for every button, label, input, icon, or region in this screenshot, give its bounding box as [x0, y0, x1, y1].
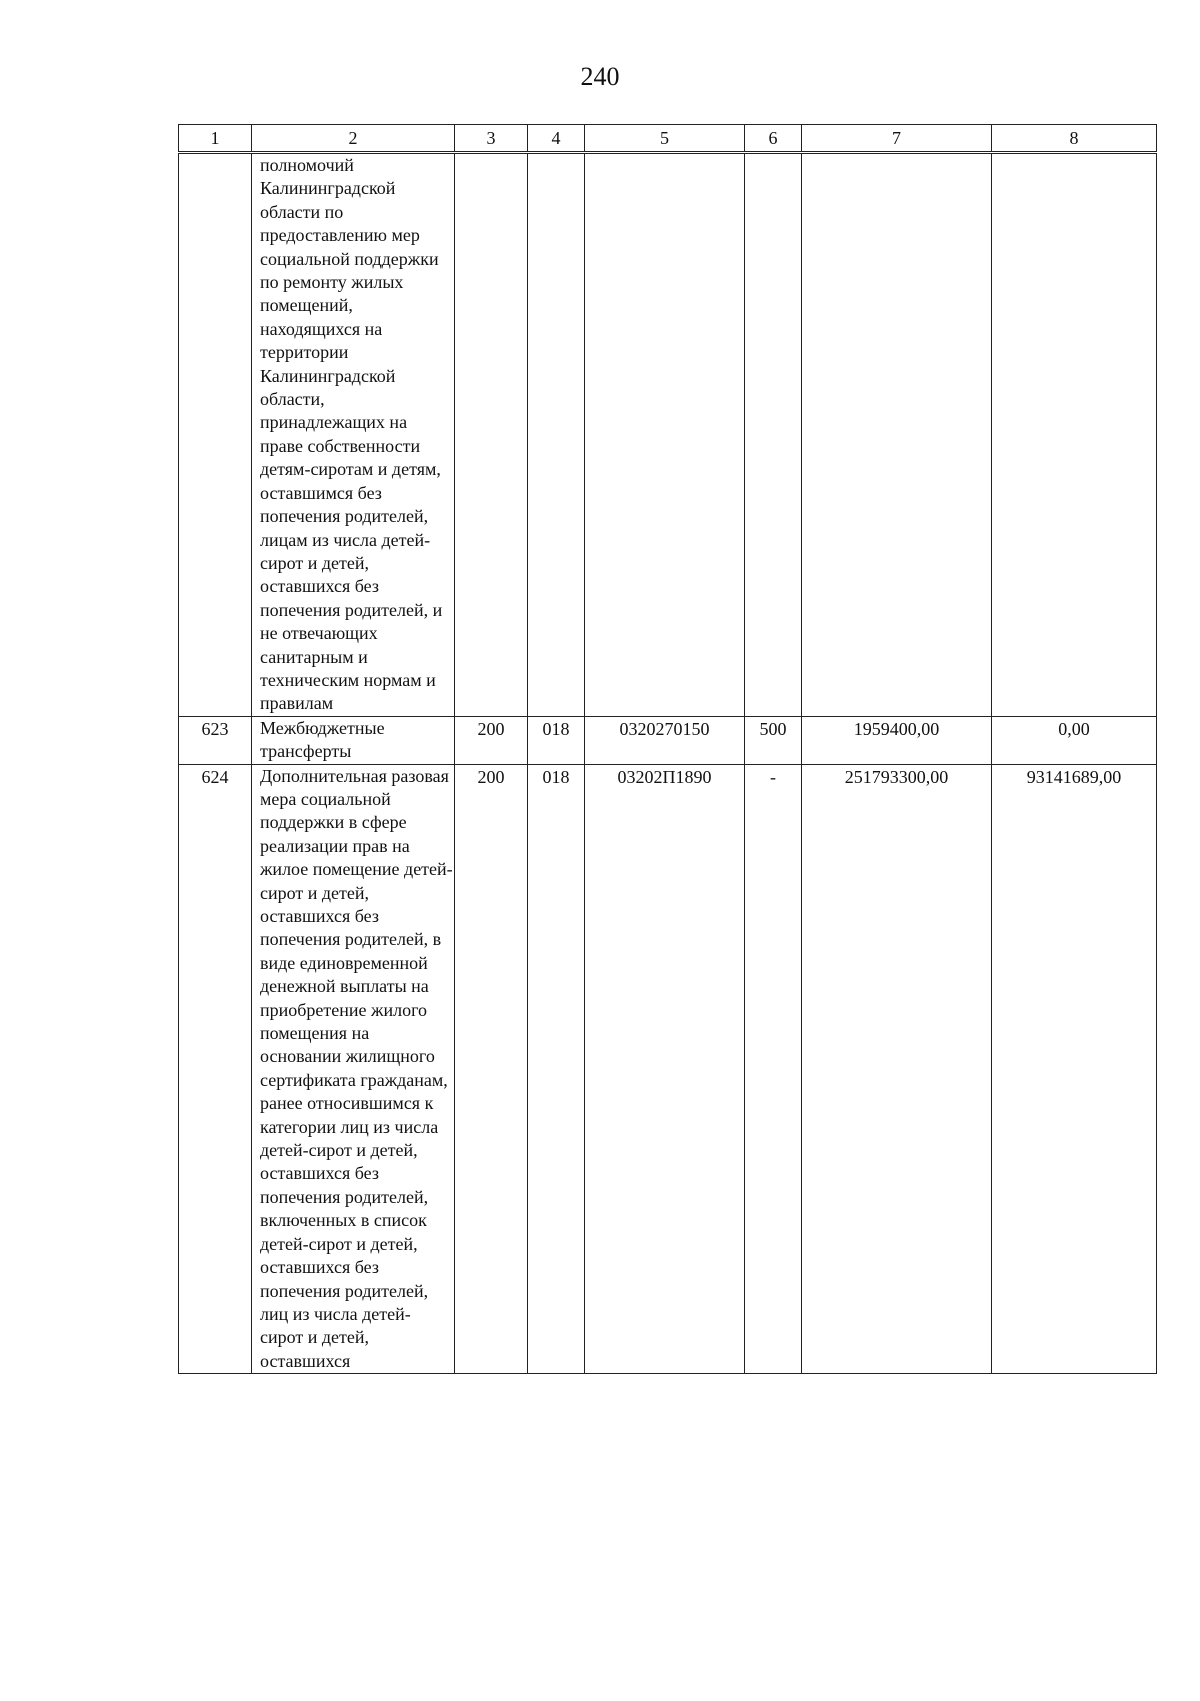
column-header: 3: [455, 125, 528, 153]
section-cell: 018: [528, 764, 585, 1374]
expense-type-cell: [745, 153, 802, 717]
table-header-row: [179, 125, 1157, 153]
column-header: 7: [802, 125, 992, 153]
amount-cell: 1959400,00: [802, 716, 992, 764]
column-header: 4: [528, 125, 585, 153]
row-number-cell: [179, 153, 252, 717]
column-header: 6: [745, 125, 802, 153]
table-row: [179, 764, 1157, 1374]
table-row: [179, 153, 1157, 717]
executed-amount-cell: 0,00: [992, 716, 1157, 764]
code-cell: 200: [455, 716, 528, 764]
row-number-cell: 623: [179, 716, 252, 764]
description-cell: полномочий Калининградской области по предоставлению мер социальной поддержки по ремонту жилых помещений, находящихся на территории Калининградской области, принадлежащих на праве собственности детям-сиротам и детям, оставшимся без попечения родителей, лицам из числа детей-сирот и детей, оставшихся без попечения родителей, и не отвечающих санитарным и техническим нормам и правилам: [252, 153, 455, 717]
executed-amount-cell: [992, 153, 1157, 717]
description-cell: Межбюджетные трансферты: [252, 716, 455, 764]
table-row: [179, 716, 1157, 764]
expense-type-cell: -: [745, 764, 802, 1374]
page-number: 240: [580, 62, 620, 91]
column-header: 1: [179, 125, 252, 153]
code-cell: [455, 153, 528, 717]
section-cell: [528, 153, 585, 717]
target-article-cell: 0320270150: [585, 716, 745, 764]
expense-type-cell: 500: [745, 716, 802, 764]
executed-amount-cell: 93141689,00: [992, 764, 1157, 1374]
column-header: 2: [252, 125, 455, 153]
code-cell: 200: [455, 764, 528, 1374]
target-article-cell: [585, 153, 745, 717]
description-cell: Дополнительная разовая мера социальной поддержки в сфере реализации прав на жилое помещение детей-сирот и детей, оставшихся без попечения родителей, в виде единовременной денежной выплаты на приобретение жилого помещения на основании жилищного сертификата гражданам, ранее относившимся к категории лиц из числа детей-сирот и детей, оставшихся без попечения родителей, включенных в список детей-сирот и детей, оставшихся без попечения родителей, лиц из числа детей-сирот и детей, оставшихся: [252, 764, 455, 1374]
amount-cell: [802, 153, 992, 717]
row-number-cell: 624: [179, 764, 252, 1374]
column-header: 5: [585, 125, 745, 153]
budget-table: [178, 124, 1157, 1374]
section-cell: 018: [528, 716, 585, 764]
amount-cell: 251793300,00: [802, 764, 992, 1374]
column-header: 8: [992, 125, 1157, 153]
target-article-cell: 03202П1890: [585, 764, 745, 1374]
